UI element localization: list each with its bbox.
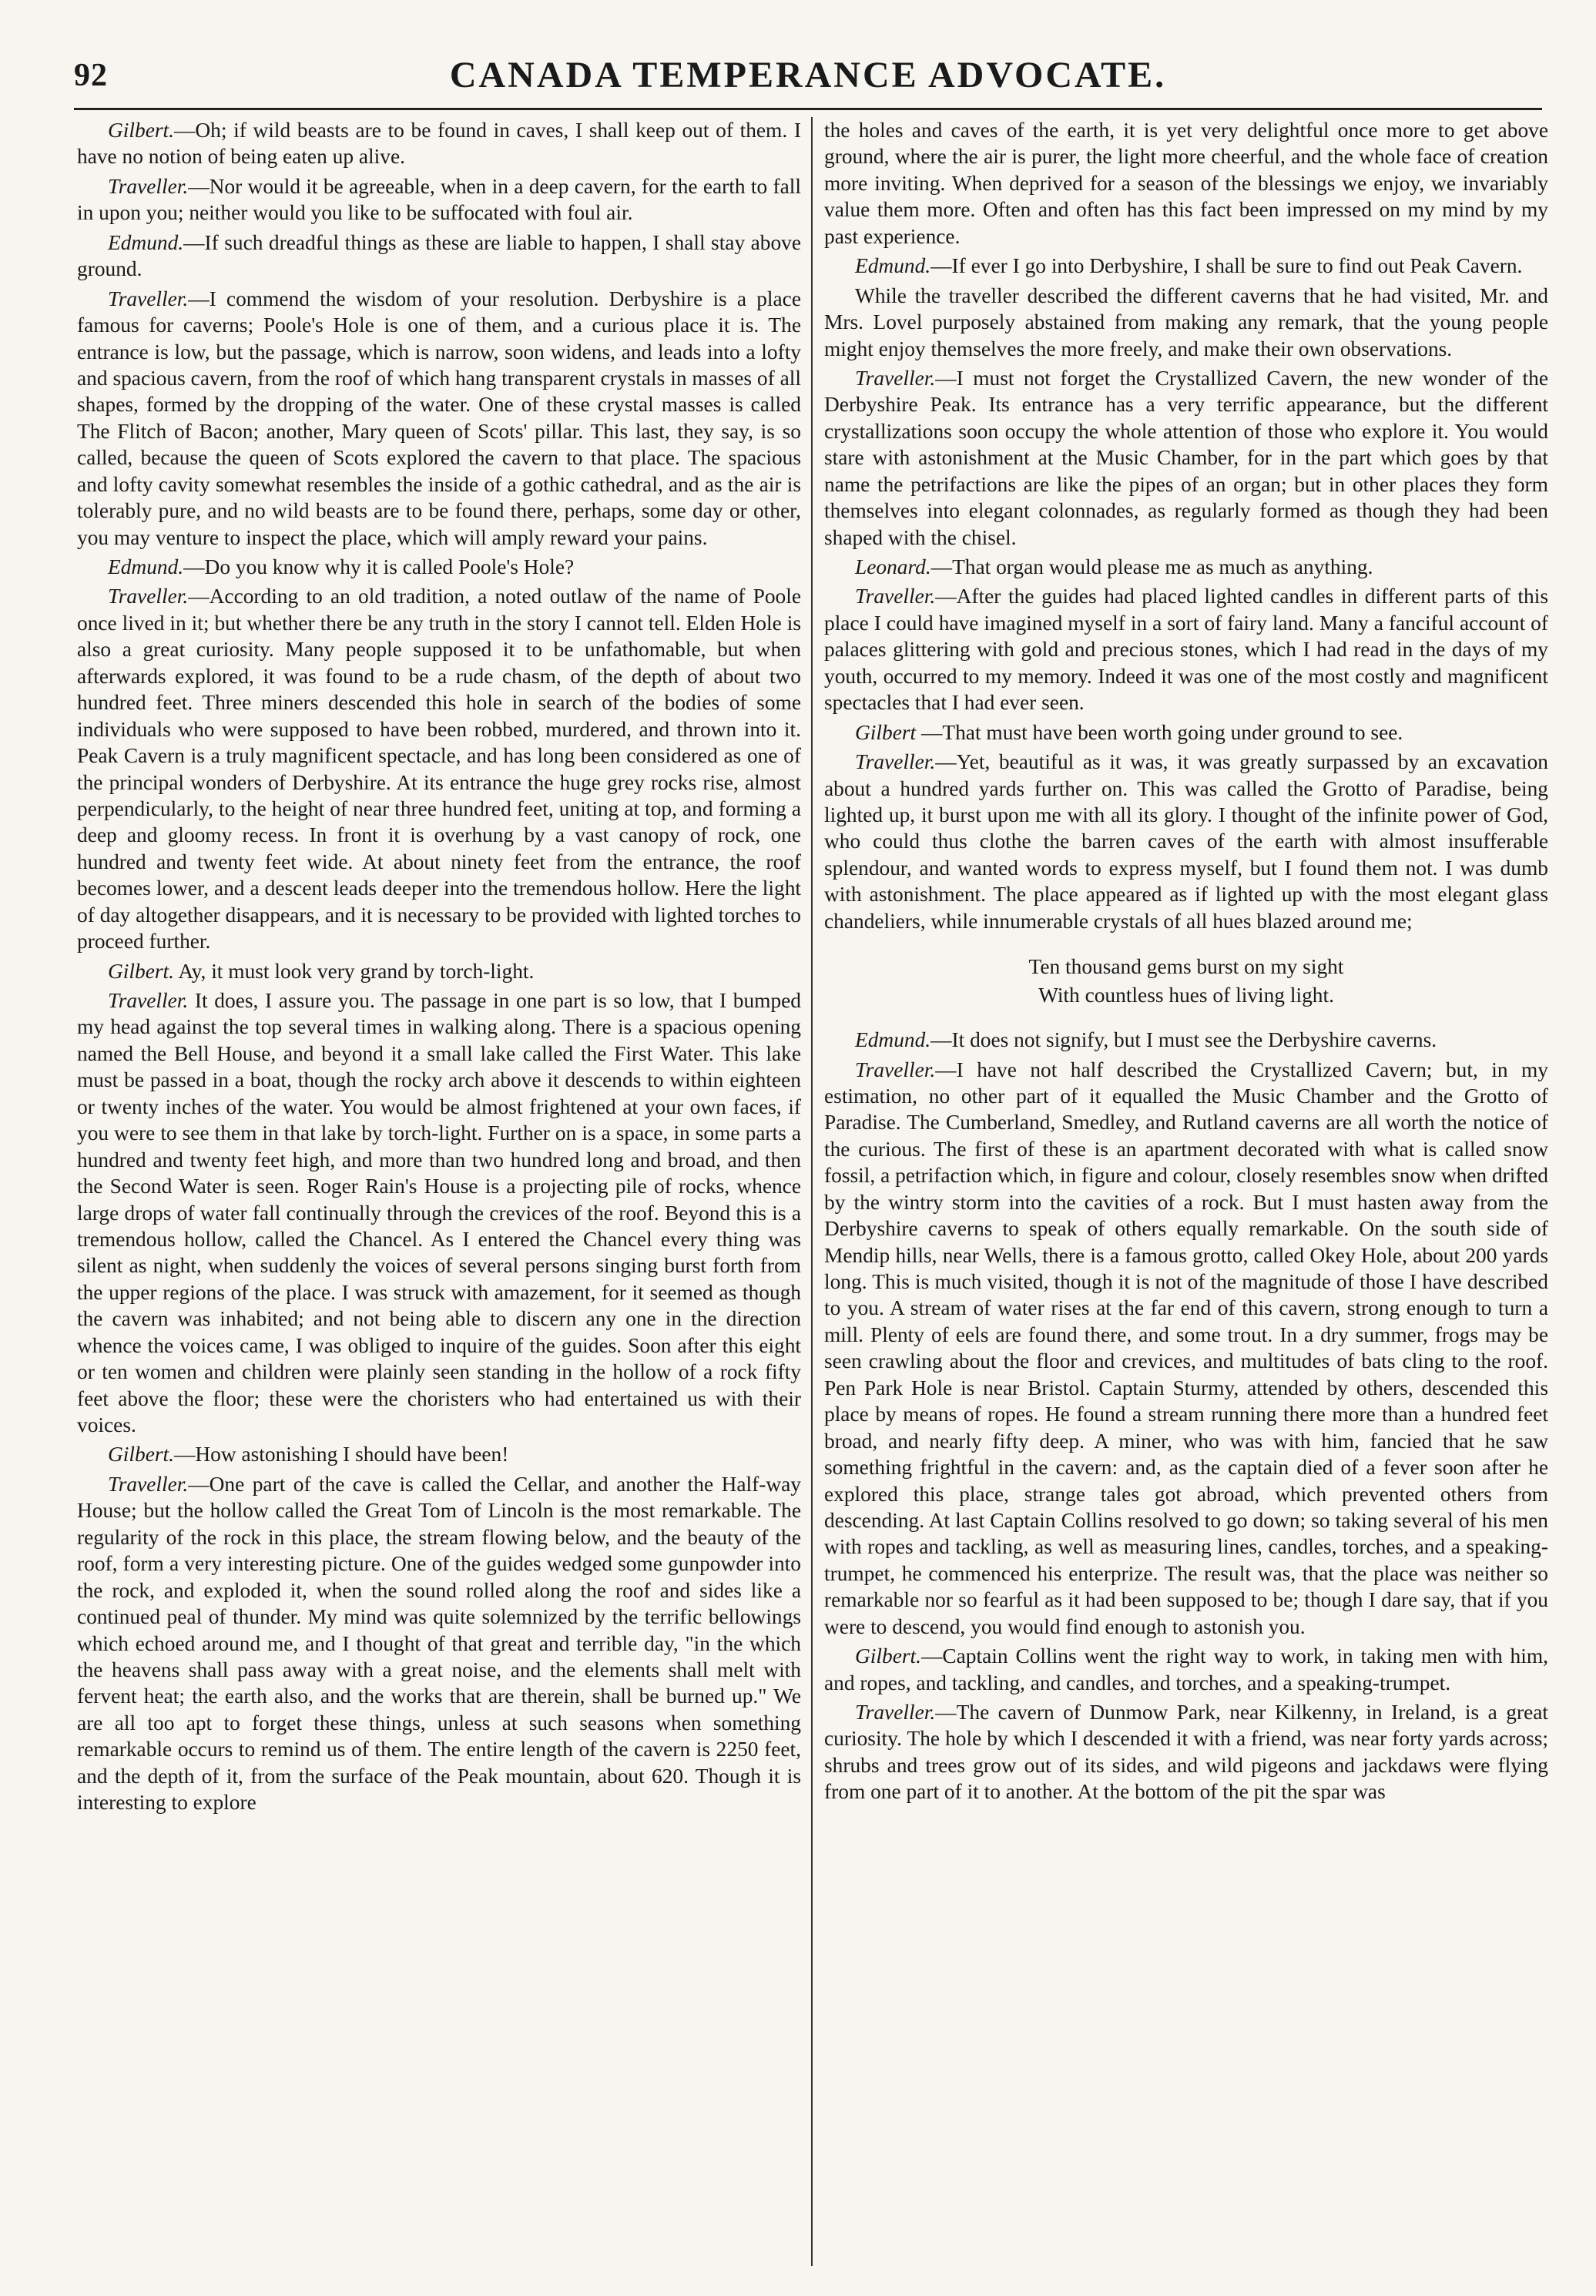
paragraph-text: —The cavern of Dunmow Park, near Kilkenny, in Ireland, is a great curiosity. The hole by which I descended it with a friend, was near forty yards across; shrubs and trees grow out of its sides, and wild pigeons and jackdaws were flying from one part of it to another. At the bottom of the pit the spar was	[824, 1701, 1548, 1804]
speaker-name: Traveller.	[108, 1472, 189, 1496]
article-paragraph	[824, 253, 1548, 279]
article-paragraph	[824, 365, 1548, 551]
article-paragraph	[77, 117, 801, 170]
poem-verse	[824, 953, 1548, 1010]
paragraph-text: —I have not half described the Crystallized Cavern; but, in my estimation, no other part of it equalled the Music Chamber and the Grotto of Paradise. The Cumberland, Smedley, and Rutland caverns are all worth the notice of the curious. The first of these is an apartment decorated with what is called snow fossil, a petrifaction which, in figure and colour, closely resembles snow when drifted by the wintry storm into the cavities of a rock. But I must hasten away from the Derbyshire caverns to speak of others equally remarkable. On the south side of Mendip hills, near Wells, there is a famous grotto, called Okey Hole, about 200 yards long. This is much visited, though it is not of the magnitude of those I have described to you. A stream of water rises at the far end of this cavern, strong enough to turn a mill. Plenty of eels are found there, and some trout. In a dry summer, frogs may be seen crawling about the floor and crevices, and multitudes of bats cling to the roof. Pen Park Hole is near Bristol. Captain Sturmy, attended by others, descended this place by means of ropes. He found a stream running there more than a hundred feet broad, and nearly fifty deep. A miner, who was with him, fancied that he saw something frightful in the cavern: and, as the captain died of a fever soon after he explored this place, strange tales got abroad, which prevented others from descending. At last Captain Collins resolved to go down; so taking several of his men with ropes and tackling, as well as measuring lines, candles, torches, and a speaking-trumpet, he commenced his enterprize. The result was, that the place was neither so remarkable nor so fearful as it had been supposed to be; though I dare say, that if you were to descend, you would find enough to astonish you.	[824, 1058, 1548, 1638]
speaker-name: Traveller.	[855, 1701, 936, 1725]
verse-line: Ten thousand gems burst on my sight	[1028, 955, 1344, 979]
article-paragraph	[77, 1471, 801, 1816]
speaker-name: Traveller.	[855, 366, 936, 390]
paragraph-text: the holes and caves of the earth, it is yet very delightful once more to get above ground, where the air is purer, the light more cheerful, and the whole face of creation more inviting. When deprived for a season of the blessings we enjoy, we invariably value them more. Often and often has this fact been impressed on my mind by my past experience.	[824, 119, 1548, 248]
article-paragraph	[824, 554, 1548, 580]
paragraph-text: While the traveller described the different caverns that he had visited, Mr. and Mrs. Lovel purposely abstained from making any remark, that the young people might enjoy themselves the more freely, and make their own observations.	[824, 283, 1548, 360]
paragraph-text: —Nor would it be agreeable, when in a deep cavern, for the earth to fall in upon you; neither would you like to be suffocated with foul air.	[77, 174, 801, 225]
paragraph-text: —How astonishing I should have been!	[173, 1443, 509, 1466]
paragraph-text: —According to an old tradition, a noted outlaw of the name of Poole once lived in it; but whether there be any truth in the story I cannot tell. Elden Hole is also a great curiosity. Many people supposed it to be unfathomable, but when afterwards explored, it was found to be a rude chasm, of the depth of about two hundred feet. Three miners descended this hole in search of the bodies of some individuals who were supposed to have been robbed, murdered, and thrown into it. Peak Cavern is a truly magnificent spectacle, and has long been considered as one of the principal wonders of Derbyshire. At its entrance the huge grey rocks rise, almost perpendicularly, to the height of near three hundred feet, uniting at top, and forming a deep and gloomy recess. In front it is overhung by a vast canopy of rock, one hundred and twenty feet wide. At about ninety feet from the entrance, the roof becomes lower, and a descent leads deeper into the tremendous hollow. Here the light of day altogether disappears, and it is necessary to be provided with lighted torches to proceed further.	[77, 585, 801, 954]
speaker-name: Edmund.	[855, 254, 931, 278]
paragraph-text: —One part of the cave is called the Cellar, and another the Half-way House; but the hollow called the Great Tom of Lincoln is the most remarkable. The regularity of the rock in this place, the stream flowing below, and the beauty of the roof, form a very interesting picture. One of the guides wedged some gunpowder into the rock, and exploded it, when the sound rolled along the roof and sides like a continued peal of thunder. My mind was quite solemnized by the terrific bellowings which echoed around me, and I thought of that great and terrible day, "in the which the heavens shall pass away with a great noise, and the elements shall melt with fervent heat; the earth also, and the works that are therein, shall be burned up." We are all too apt to forget these things, unless at such seasons when something remarkable occurs to remind us of them. The entire length of the cavern is 2250 feet, and the depth of it, from the surface of the Peak mountain, about 620. Though it is interesting to explore	[77, 1472, 801, 1815]
verse-line: With countless hues of living light.	[1038, 984, 1334, 1007]
speaker-name: Traveller.	[108, 989, 189, 1012]
paragraph-text: —If ever I go into Derbyshire, I shall be sure to find out Peak Cavern.	[930, 254, 1523, 278]
article-paragraph	[77, 987, 801, 1438]
paragraph-text: It does, I assure you. The passage in one part is so low, that I bumped my head against the top several times in walking along. There is a spacious opening named the Bell House, and beyond it a small lake called the First Water. This lake must be passed in a boat, though the rocky arch above it descends to within eighteen or twenty inches of the water. You would be almost frightened at your own faces, if you were to see them in that lake by torch-light. Further on is a space, in some parts a hundred and twenty feet high, and more than two hundred long and broad, and then the Second Water is seen. Roger Rain's House is a projecting pile of rocks, whence large drops of water fall continually through the crevices of the roof. Beyond this is a tremendous hollow, called the Chancel. As I entered the Chancel every thing was silent as night, when suddenly the voices of several persons singing burst forth from the upper regions of the place. I was struck with amazement, for it seemed as though the cavern was inhabited; and not being able to discern any one in the direction whence the voices came, I was obliged to inquire of the guides. Soon after this eight or ten women and children were plainly seen standing in the hollow of a rock fifty feet above the floor; these were the choristers who had entertained us with their voices.	[77, 989, 801, 1436]
paragraph-text: —I commend the wisdom of your resolution. Derbyshire is a place famous for caverns; Poole's Hole is one of them, and a curious place it is. The entrance is low, but the passage, which is narrow, soon widens, and leads into a lofty and spacious cavern, from the roof of which hang transparent crystals in masses of all shapes, formed by the dropping of the water. One of these crystal masses is called The Flitch of Bacon; another, Mary queen of Scots' pillar. This last, they say, is so called, because the queen of Scots explored the cavern to that place. The spacious and lofty cavity somewhat resembles the inside of a gothic cathedral, and as the air is tolerably pure, and no wild beasts are to be found there, perhaps, some day or other, you may venture to inspect the place, which will amply reward your pains.	[77, 287, 801, 549]
paragraph-text: —After the guides had placed lighted candles in different parts of this place I could have imagined myself in a sort of fairy land. Many a fanciful account of palaces glittering with gold and precious stones, which I had read in the days of my youth, occurred to my memory. Indeed it was one of the most costly and magnificent spectacles that I had ever seen.	[824, 585, 1548, 715]
paragraph-text: —That organ would please me as much as anything.	[930, 555, 1373, 578]
article-paragraph	[824, 749, 1548, 934]
speaker-name: Traveller.	[108, 585, 189, 608]
paragraph-text: —If such dreadful things as these are liable to happen, I shall stay above ground.	[77, 230, 801, 281]
right-column-top	[824, 117, 1548, 934]
right-column-bottom	[824, 1027, 1548, 1805]
speaker-name: Traveller.	[855, 1058, 936, 1081]
paragraph-text: —That must have been worth going under ground to see.	[916, 720, 1403, 744]
speaker-name: Traveller.	[855, 585, 936, 608]
speaker-name: Gilbert.	[108, 959, 174, 983]
paragraph-text: —Do you know why it is called Poole's Hole?	[183, 555, 575, 578]
article-paragraph	[77, 554, 801, 580]
paragraph-text: Ay, it must look very grand by torch-light.	[173, 959, 535, 983]
speaker-name: Traveller.	[855, 750, 936, 774]
speaker-name: Gilbert.	[108, 119, 174, 142]
speaker-name: Edmund.	[108, 555, 184, 578]
article-paragraph	[824, 719, 1548, 746]
speaker-name: Gilbert.	[855, 1644, 921, 1668]
paragraph-text: —It does not signify, but I must see the Derbyshire caverns.	[930, 1028, 1437, 1052]
article-paragraph	[77, 173, 801, 226]
left-column	[77, 117, 801, 2266]
article-paragraph	[77, 583, 801, 954]
article-paragraph	[824, 117, 1548, 250]
article-paragraph	[77, 958, 801, 984]
speaker-name: Traveller.	[108, 287, 189, 310]
speaker-name: Gilbert	[855, 720, 917, 744]
page-header	[74, 54, 1542, 108]
page-number: 92	[74, 58, 108, 93]
article-paragraph	[824, 1699, 1548, 1805]
speaker-name: Traveller.	[108, 174, 189, 198]
paragraph-text: —Yet, beautiful as it was, it was greatly surpassed by an excavation about a hundred yards further on. This was called the Grotto of Paradise, being lighted up, it burst upon me with all its glory. I thought of the infinite power of God, who could thus clothe the barren caves of the earth with almost insufferable splendour, and wanted words to express myself, but I found them not. I was dumb with astonishment. The place appeared as if lighted up with the most elegant glass chandeliers, while innumerable crystals of all hues blazed around me;	[824, 750, 1548, 933]
right-column	[824, 117, 1548, 2266]
speaker-name: Edmund.	[108, 230, 184, 254]
header-rule	[74, 108, 1542, 110]
article-paragraph	[824, 283, 1548, 362]
paragraph-text: —Oh; if wild beasts are to be found in caves, I shall keep out of them. I have no notion of being eaten up alive.	[77, 119, 801, 169]
article-paragraph	[77, 230, 801, 283]
article-paragraph	[824, 1027, 1548, 1053]
speaker-name: Leonard.	[855, 555, 931, 578]
masthead-title: CANADA TEMPERANCE ADVOCATE.	[449, 55, 1167, 96]
paragraph-text: —I must not forget the Crystallized Cavern, the new wonder of the Derbyshire Peak. Its entrance has a very terrific appearance, but the different crystallizations soon occupy the whole attention of those who explore it. You would stare with astonishment at the Music Chamber, for in the part which goes by that name the petrifactions are like the pipes of an organ; but in other places they form themselves into elegant colonnades, as regularly formed as though they had been shaped with the chisel.	[824, 366, 1548, 549]
article-paragraph	[77, 286, 801, 551]
speaker-name: Gilbert.	[108, 1443, 174, 1466]
paragraph-text: —Captain Collins went the right way to work, in taking men with him, and ropes, and tackling, and candles, and torches, and a speaking-trumpet.	[824, 1644, 1548, 1694]
article-paragraph	[824, 1643, 1548, 1696]
article-paragraph	[824, 1057, 1548, 1641]
article-paragraph	[77, 1441, 801, 1467]
speaker-name: Edmund.	[855, 1028, 931, 1052]
column-divider	[811, 117, 813, 2266]
article-paragraph	[824, 583, 1548, 716]
